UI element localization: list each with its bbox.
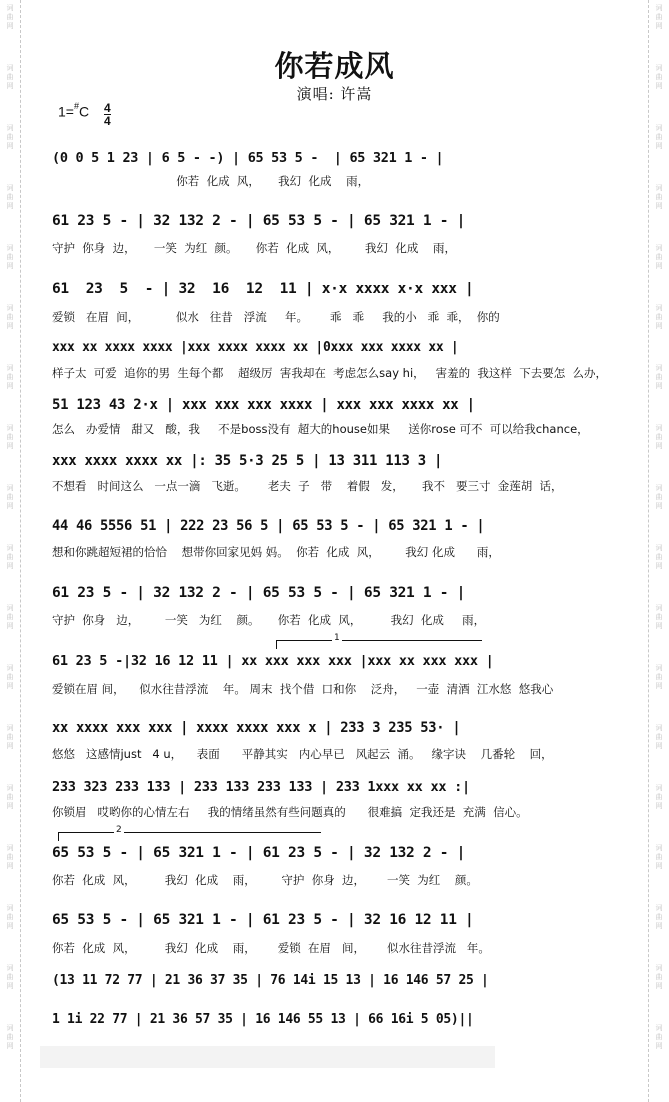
watermark-mark: 词 曲 网 xyxy=(655,844,663,870)
notes-line: 61 23 5 - | 32 132 2 - | 65 53 5 - | 65 321 1 - | xyxy=(52,585,466,601)
notes-line: (0 0 5 1 23 | 6 5 - -) | 65 53 5 - | 65 321 1 - | xyxy=(52,150,444,166)
watermark-mark: 词 曲 网 xyxy=(655,124,663,150)
notes-line: 1 1i 22 77 | 21 36 57 35 | 16 146 55 13 | 66 16i 5 05)|| xyxy=(52,1012,474,1027)
notes-line: 61 23 5 - | 32 16 12 11 | x·x xxxx x·x xxx | xyxy=(52,281,474,297)
watermark-mark: 词 曲 网 xyxy=(6,664,14,690)
lyrics-line: 怎么 办爱情 甜又 酸，我 不是boss没有 超大的house如果 送你rose 可不 可以给我chance， xyxy=(52,422,589,436)
watermark-mark: 词 曲 网 xyxy=(6,904,14,930)
notes-line: 233 323 233 133 | 233 133 233 133 | 233 1xxx xx xx :| xyxy=(52,779,470,795)
notes-line: 51 123 43 2·x | xxx xxx xxx xxxx | xxx xxx xxxx xx | xyxy=(52,397,475,413)
blank-footer-bar xyxy=(40,1046,495,1068)
watermark-mark: 词 曲 网 xyxy=(655,184,663,210)
song-title: 你若成风 xyxy=(274,49,395,83)
watermark-mark: 词 曲 网 xyxy=(655,664,663,690)
watermark-mark: 词 曲 网 xyxy=(655,244,663,270)
watermark-mark: 词 曲 网 xyxy=(655,64,663,90)
volta-number: 1 xyxy=(334,633,340,643)
key-prefix: 1= xyxy=(58,103,74,120)
notes-line: 61 23 5 -|32 16 12 11 | xx xxx xxx xxx |xxx xx xxx xxx | xyxy=(52,653,494,669)
lyrics-line: 你锁眉 哎哟你的心情左右 我的情绪虽然有些问题真的 很难搞 定我还是 充满 信心。 xyxy=(52,805,528,819)
second-ending-bracket xyxy=(58,825,321,841)
watermark-mark: 词 曲 网 xyxy=(655,364,663,390)
notes-line: xxx xxxx xxxx xx |: 35 5·3 25 5 | 13 311 113 3 | xyxy=(52,453,443,469)
volta-number: 2 xyxy=(116,825,122,835)
lyrics-line: 悠悠 这感情just 4 u， 表面 平静其实 内心早已 风起云 涌。 缘字诀 几番轮 回， xyxy=(52,747,553,761)
notes-line: 65 53 5 - | 65 321 1 - | 61 23 5 - | 32 16 12 11 | xyxy=(52,912,474,928)
lyrics-line: 样子太 可爱 追你的男 生每个都 超级厉 害我却在 考虑怎么say hi， 害羞的 我这样 下去要怎 么办， xyxy=(52,366,608,380)
watermark-mark: 词 曲 网 xyxy=(655,4,663,30)
notes-line: xx xxxx xxx xxx | xxxx xxxx xxx x | 233 3 235 53· | xyxy=(52,720,461,736)
notes-line: 65 53 5 - | 65 321 1 - | 61 23 5 - | 32 132 2 - | xyxy=(52,845,466,861)
lyrics-line: 爱锁在眉 间， 似水往昔浮流 年。 周末 找个借 口和你 泛舟， 一壶 清酒 江水悠 悠我心 xyxy=(52,682,554,696)
watermark-mark: 词 曲 网 xyxy=(6,4,14,30)
watermark-mark: 词 曲 网 xyxy=(655,544,663,570)
watermark-mark: 词 曲 网 xyxy=(655,784,663,810)
key-note: C xyxy=(78,103,90,120)
watermark-mark: 词 曲 网 xyxy=(655,424,663,450)
lyrics-line: 守护 你身 边， 一笑 为红 颜。 你若 化成 风， 我幻 化成 雨， xyxy=(52,613,486,627)
watermark-mark: 词 曲 网 xyxy=(6,784,14,810)
singer-credit: 演唱: 许嵩 xyxy=(296,85,373,103)
watermark-mark: 词 曲 网 xyxy=(6,1024,14,1050)
notes-line: xxx xx xxxx xxxx |xxx xxxx xxxx xx |0xxx xxx xxxx xx | xyxy=(52,340,459,355)
lyrics-line: 你若 化成 风， 我幻 化成 雨， xyxy=(52,174,370,188)
watermark-mark: 词 曲 网 xyxy=(6,844,14,870)
watermark-mark: 词 曲 网 xyxy=(6,484,14,510)
notes-line: 61 23 5 - | 32 132 2 - | 65 53 5 - | 65 321 1 - | xyxy=(52,213,466,229)
meter-top: 4 xyxy=(104,101,111,115)
time-signature xyxy=(104,102,111,127)
watermark-mark: 词 曲 网 xyxy=(6,184,14,210)
watermark-mark: 词 曲 网 xyxy=(6,964,14,990)
lyrics-line: 爱锁 在眉 间， 似水 往昔 浮流 年。 乖 乖 我的小 乖 乖， 你的 xyxy=(52,310,500,324)
watermark-mark: 词 曲 网 xyxy=(6,64,14,90)
watermark-mark: 词 曲 网 xyxy=(6,544,14,570)
watermark-mark: 词 曲 网 xyxy=(6,304,14,330)
watermark-mark: 词 曲 网 xyxy=(6,424,14,450)
sharp-sign: # xyxy=(73,101,79,111)
watermark-mark: 词 曲 网 xyxy=(655,964,663,990)
watermark-mark: 词 曲 网 xyxy=(6,244,14,270)
watermark-mark: 词 曲 网 xyxy=(655,1024,663,1050)
watermark-mark: 词 曲 网 xyxy=(6,364,14,390)
lyrics-line: 想和你跳超短裙的恰恰 想带你回家见妈 妈。 你若 化成 风， 我幻 化成 雨， xyxy=(52,545,500,559)
key-signature xyxy=(58,103,89,120)
watermark-mark: 词 曲 网 xyxy=(655,724,663,750)
notes-line: 44 46 5556 51 | 222 23 56 5 | 65 53 5 - | 65 321 1 - | xyxy=(52,518,485,534)
watermark-mark: 词 曲 网 xyxy=(655,304,663,330)
lyrics-line: 守护 你身 边， 一笑 为红 颜。 你若 化成 风， 我幻 化成 雨， xyxy=(52,241,456,255)
lyrics-line: 你若 化成 风， 我幻 化成 雨， 守护 你身 边， 一笑 为红 颜。 xyxy=(52,873,478,887)
lyrics-line: 你若 化成 风， 我幻 化成 雨， 爱锁 在眉 间， 似水往昔浮流 年。 xyxy=(52,941,490,955)
notes-line: (13 11 72 77 | 21 36 37 35 | 76 14i 15 13 | 16 146 57 25 | xyxy=(52,973,489,988)
watermark-mark: 词 曲 网 xyxy=(6,124,14,150)
watermark-mark: 词 曲 网 xyxy=(655,904,663,930)
watermark-mark: 词 曲 网 xyxy=(6,724,14,750)
lyrics-line: 不想看 时间这么 一点一滴 飞逝。 老夫 子 带 着假 发， 我不 要三寸 金莲胡 话， xyxy=(52,479,563,493)
watermark-mark: 词 曲 网 xyxy=(6,604,14,630)
watermark-mark: 词 曲 网 xyxy=(655,484,663,510)
meter-bottom: 4 xyxy=(104,114,111,128)
first-ending-bracket xyxy=(276,633,482,649)
watermark-mark: 词 曲 网 xyxy=(655,604,663,630)
